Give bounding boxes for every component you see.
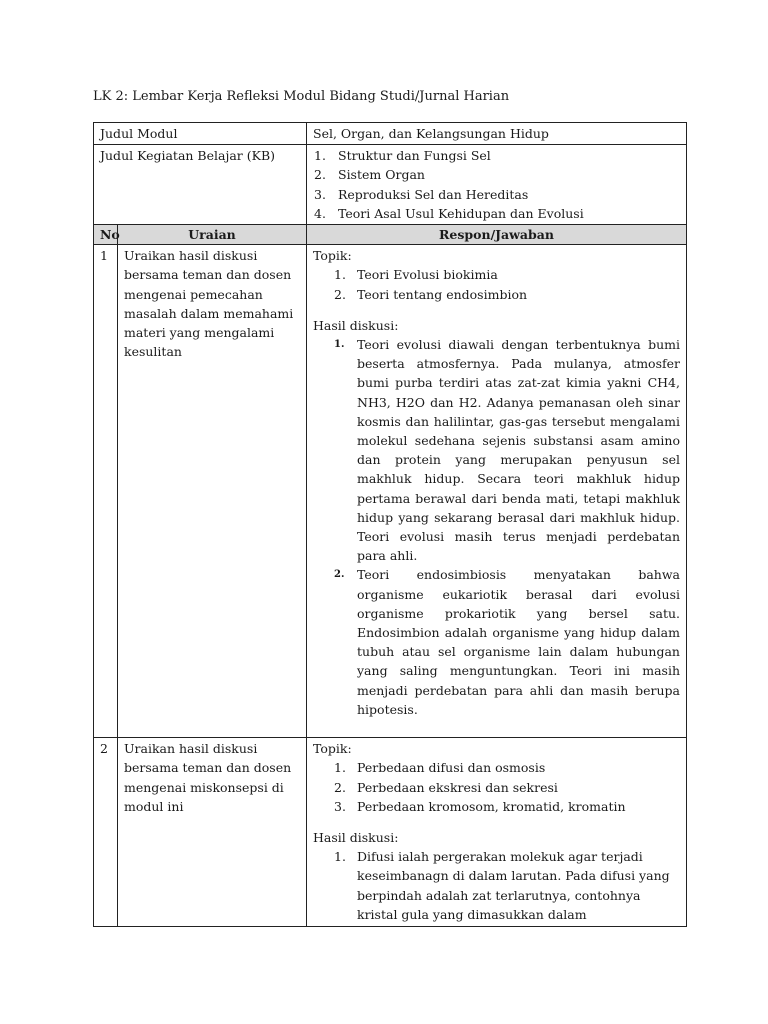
reflection-table — [93, 122, 687, 927]
module-title-label: Judul Modul — [94, 123, 307, 145]
discussion-list — [313, 847, 680, 924]
kb-title-label: Judul Kegiatan Belajar (KB) — [94, 145, 307, 225]
module-title-row — [94, 123, 687, 145]
topic-list — [313, 758, 680, 816]
list-item: 2. Teori tentang endosimbion — [334, 286, 528, 302]
discussion-list — [313, 335, 680, 719]
row-number: 1 — [94, 245, 118, 738]
discussion-label: Hasil diskusi: — [313, 317, 399, 333]
topic-list — [313, 265, 680, 303]
row-response — [307, 245, 687, 738]
list-item: 1. Struktur dan Fungsi Sel — [314, 148, 491, 164]
list-item: 2. Teori endosimbiosis menyatakan bahwa organisme eukariotik berasal dari evolusi organisme prokariotik yang bersel satu. Endosimbion adalah organisme yang hidup dalam tubuh atau sel organisme lain dalam hubungan yang saling menguntungkan. Teori ini masih menjadi perdebatan para ahli dan masih berupa hipotesis. — [334, 567, 680, 717]
header-respon: Respon/Jawaban — [307, 225, 687, 245]
topic-label: Topik: — [313, 741, 352, 757]
header-uraian: Uraian — [118, 225, 307, 245]
list-item: 1. Teori evolusi diawali dengan terbentuknya bumi beserta atmosfernya. Pada mulanya, atmosfer bumi purba terdiri atas zat-zat kimia yakni CH4, NH3, H2O dan H2. Adanya pemanasan oleh sinar kosmis dan halilintar, gas-gas tersebut mengalami molekul sedehana sejenis substansi asam amino dan protein yang merupakan penyusun sel makhluk hidup. Secara teori makhluk hidup pertama berawal dari benda mati, tetapi makhluk hidup yang sekarang berasal dari makhluk hidup. Teori evolusi masih terus menjadi perdebatan para ahli. — [334, 337, 680, 564]
list-item: 4. Teori Asal Usul Kehidupan dan Evolusi — [314, 205, 584, 221]
kb-title-list-cell — [307, 145, 687, 225]
discussion-label: Hasil diskusi: — [313, 829, 399, 845]
table-header-row — [94, 225, 687, 245]
document-title: LK 2: Lembar Kerja Refleksi Modul Bidang Studi/Jurnal Harian — [93, 89, 510, 104]
list-item: 1. Perbedaan difusi dan osmosis — [334, 760, 546, 776]
list-item: 1. Teori Evolusi biokimia — [334, 267, 498, 283]
topic-label: Topik: — [313, 248, 352, 264]
row-uraian: Uraikan hasil diskusi bersama teman dan dosen mengenai miskonsepsi di modul ini — [118, 738, 307, 927]
list-item: 1. Difusi ialah pergerakan molekuk agar terjadi keseimbanagn di dalam larutan. Pada difusi yang berpindah adalah zat terlarutnya, contohnya kristal gula yang dimasukkan dalam — [334, 849, 670, 922]
table-row — [94, 738, 687, 927]
kb-list — [313, 146, 680, 223]
list-item: 3. Perbedaan kromosom, kromatid, kromatin — [334, 798, 626, 814]
row-uraian: Uraikan hasil diskusi bersama teman dan dosen mengenai pemecahan masalah dalam memahami materi yang mengalami kesulitan — [118, 245, 307, 738]
list-item: 3. Reproduksi Sel dan Hereditas — [314, 186, 529, 202]
list-item: 2. Sistem Organ — [314, 167, 425, 183]
header-no: No — [94, 225, 118, 245]
module-title-value: Sel, Organ, dan Kelangsungan Hidup — [307, 123, 687, 145]
kb-title-row — [94, 145, 687, 225]
table-row — [94, 245, 687, 738]
row-response — [307, 738, 687, 927]
list-item: 2. Perbedaan ekskresi dan sekresi — [334, 779, 558, 795]
row-number: 2 — [94, 738, 118, 927]
